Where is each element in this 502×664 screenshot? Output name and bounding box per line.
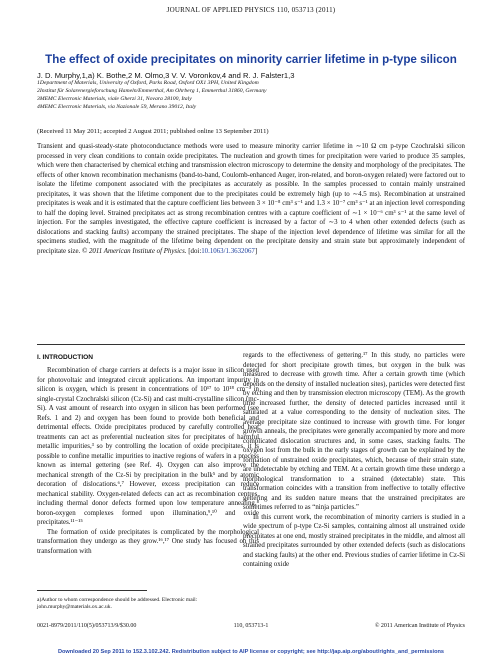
abstract <box>37 142 465 257</box>
left-column <box>37 366 259 556</box>
footnote-divider <box>37 590 147 591</box>
footnote: a)Author to whom correspondence should be addressed. Electronic mail: john.murphy@materials.ox.ac.uk. <box>37 597 198 611</box>
affiliation-3: 3MEMC Electronic Materials, viale Gherzi 31, Novara 28100, Italy <box>37 96 192 102</box>
author-list: J. D. Murphy,1,a) K. Bothe,2 M. Olmo,3 V. V. Voronkov,4 and R. J. Falster1,3 <box>37 71 295 80</box>
left-paragraph-2: The formation of oxide precipitates is complicated by the morphological transformation they undergo as they grow.¹⁶,¹⁷ One study has focused on this transformation with <box>37 528 259 555</box>
journal-header: JOURNAL OF APPLIED PHYSICS 110, 053713 (2011) <box>166 6 336 14</box>
right-paragraph-2: In this current work, the recombination of minority carriers is studied in a wide spectrum of p-type Cz-Si samples, containing almost all unstrained oxide precipitates at one end, mostly strained precipitates in the middle, and almost all strained precipitates surrounded by other extended defects (such as dislocations and stacking faults) at the other end. Previous studies of carrier lifetime in Cz-Si containing oxide <box>243 513 465 568</box>
footer-page-id: 110, 053713-1 <box>233 623 269 629</box>
abstract-copyright: © 2011 American Institute of Physics. <box>81 248 187 256</box>
footer-copyright: © 2011 American Institute of Physics <box>374 623 465 629</box>
right-column <box>243 351 465 570</box>
abstract-text: Transient and quasi-steady-state photoconductance methods were used to measure minority carrier lifetime in ∼10 Ω cm p-type Czochralski silicon processed in very clean conditions to contain oxide precipitates. The nucleation and growth times for precipitation were varied to produce 35 samples, which were then characterised by chemical etching and transmission electron microscopy to determine the density and morphology of the precipitates. The effects of other known recombination mechanisms (band-to-band, Coulomb-enhanced Auger, iron-related, and boron-oxygen related) were factored out to isolate the lifetime component associated with the precipitates as accurately as possible. In the samples processed to contain mainly unstrained precipitates, it was shown that the lifetime component due to the precipitates could be extremely high (up to ∼4.5 ms). Recombination at unstrained precipitates is weak and it is estimated that the capture coefficient lies between 3 × 10⁻⁸ cm³ s⁻¹ and 1.3 × 10⁻⁷ cm³ s⁻¹ at an injection level corresponding to half the doping level. Strained precipitates act as strong recombination centres with a capture coefficient of ∼1 × 10⁻⁶ cm³ s⁻¹ at the same level of injection. For the samples investigated, the effective capture coefficient is increased by a factor of ∼3 to 4 when other extended defects (such as dislocations and stacking faults) accompany the strained precipitates. The shape of the injection level dependence of lifetime was similar for all the specimens studied, with the magnitude of the lifetime being dependent on the precipitate density and strain state but approximately independent of precipitate size. <box>37 143 465 256</box>
affiliation-1: 1Department of Materials, University of Oxford, Parks Road, Oxford OX1 3PH, United Kingdom <box>37 80 259 86</box>
received-dates: (Received 11 May 2011; accepted 2 August 2011; published online 13 September 2011) <box>37 128 269 135</box>
paper-title: The effect of oxide precipitates on minority carrier lifetime in p-type silicon <box>45 53 457 66</box>
affiliation-2: 2Institut für Solarenergieforschung Hameln/Emmerthal, Am Ohrberg 1, Emmerthal 31860, Germany <box>37 88 267 94</box>
doi-prefix: [doi: <box>188 248 202 256</box>
abstract-divider <box>37 344 465 345</box>
section-heading: I. INTRODUCTION <box>37 354 94 361</box>
affiliation-4: 4MEMC Electronic Materials, via Nazionale 59, Merano 39012, Italy <box>37 104 197 110</box>
right-paragraph-1: regards to the effectiveness of gettering.¹⁷ In this study, no particles were detected for short precipitate growth times, but oxygen in the bulk was measured to decrease with growth time. After a certain growth time (which depends on the density of installed nucleation sites), particles were detected first by etching and then by transmission electron microscopy (TEM). As the growth time increased further, the density of detected particles increased until it saturated at a value corresponding to the density of nucleation sites. The average precipitate size continued to increase with growth time. For longer growth anneals, the precipitates were generally accompanied by more and more complicated dislocation structures and, in some cases, stacking faults. The oxygen lost from the bulk in the early stages of growth can be explained by the formation of unstrained oxide precipitates, which, because of their strain state, are undetectable by etching and TEM. At a certain growth time these undergo a morphological transformation to a strained (detectable) state. This transformation coincides with a transition from ineffective to totally effective gettering and its sudden nature means that the unstrained precipitates are sometimes referred to as “ninja particles.” <box>243 352 465 511</box>
footer-issn: 0021-8979/2011/110(5)/053713/9/$30.00 <box>37 623 137 629</box>
left-paragraph-1: Recombination of charge carriers at defects is a major issue in silicon used for photovoltaic and integrated circuit applications. An important impurity in silicon is oxygen, which is present in concentrations of 10¹⁷ to 10¹⁸ cm⁻³ in single-crystal Czochralski silicon (Cz-Si) and cast multi-crystalline silicon (mc-Si). A vast amount of research into oxygen in silicon has been performed (see Refs. 1 and 2) and oxygen has been found to provide both beneficial and detrimental effects. Oxide precipitates produced by carefully controlled heat treatments can act as preferential nucleation sites for precipitates of harmful metallic impurities,³ so by controlling the location of oxide precipitates, it is possible to confine metallic impurities to inactive regions of wafers in a process known as internal gettering (see Ref. 4). Oxygen can also improve the mechanical strength of the Cz-Si by precipitation in the bulk⁵ and by atomic decoration of dislocations.⁶,⁷ However, excess precipitation can reduce mechanical stability. Oxygen-related defects can act as recombination centres, including thermal donor defects formed upon low temperature annealing,⁸ boron-oxygen complexes formed upon illumination,⁹,¹⁰ and oxide precipitates.¹¹⁻¹⁵ <box>37 367 259 526</box>
doi-link[interactable]: 10.1063/1.3632067 <box>201 248 255 256</box>
doi-suffix: ] <box>254 248 258 256</box>
download-notice: Downloaded 20 Sep 2011 to 152.3.102.242. Redistribution subject to AIP license or copyright; see http://jap.aip.org/about/rights_and_permissions <box>57 649 445 655</box>
